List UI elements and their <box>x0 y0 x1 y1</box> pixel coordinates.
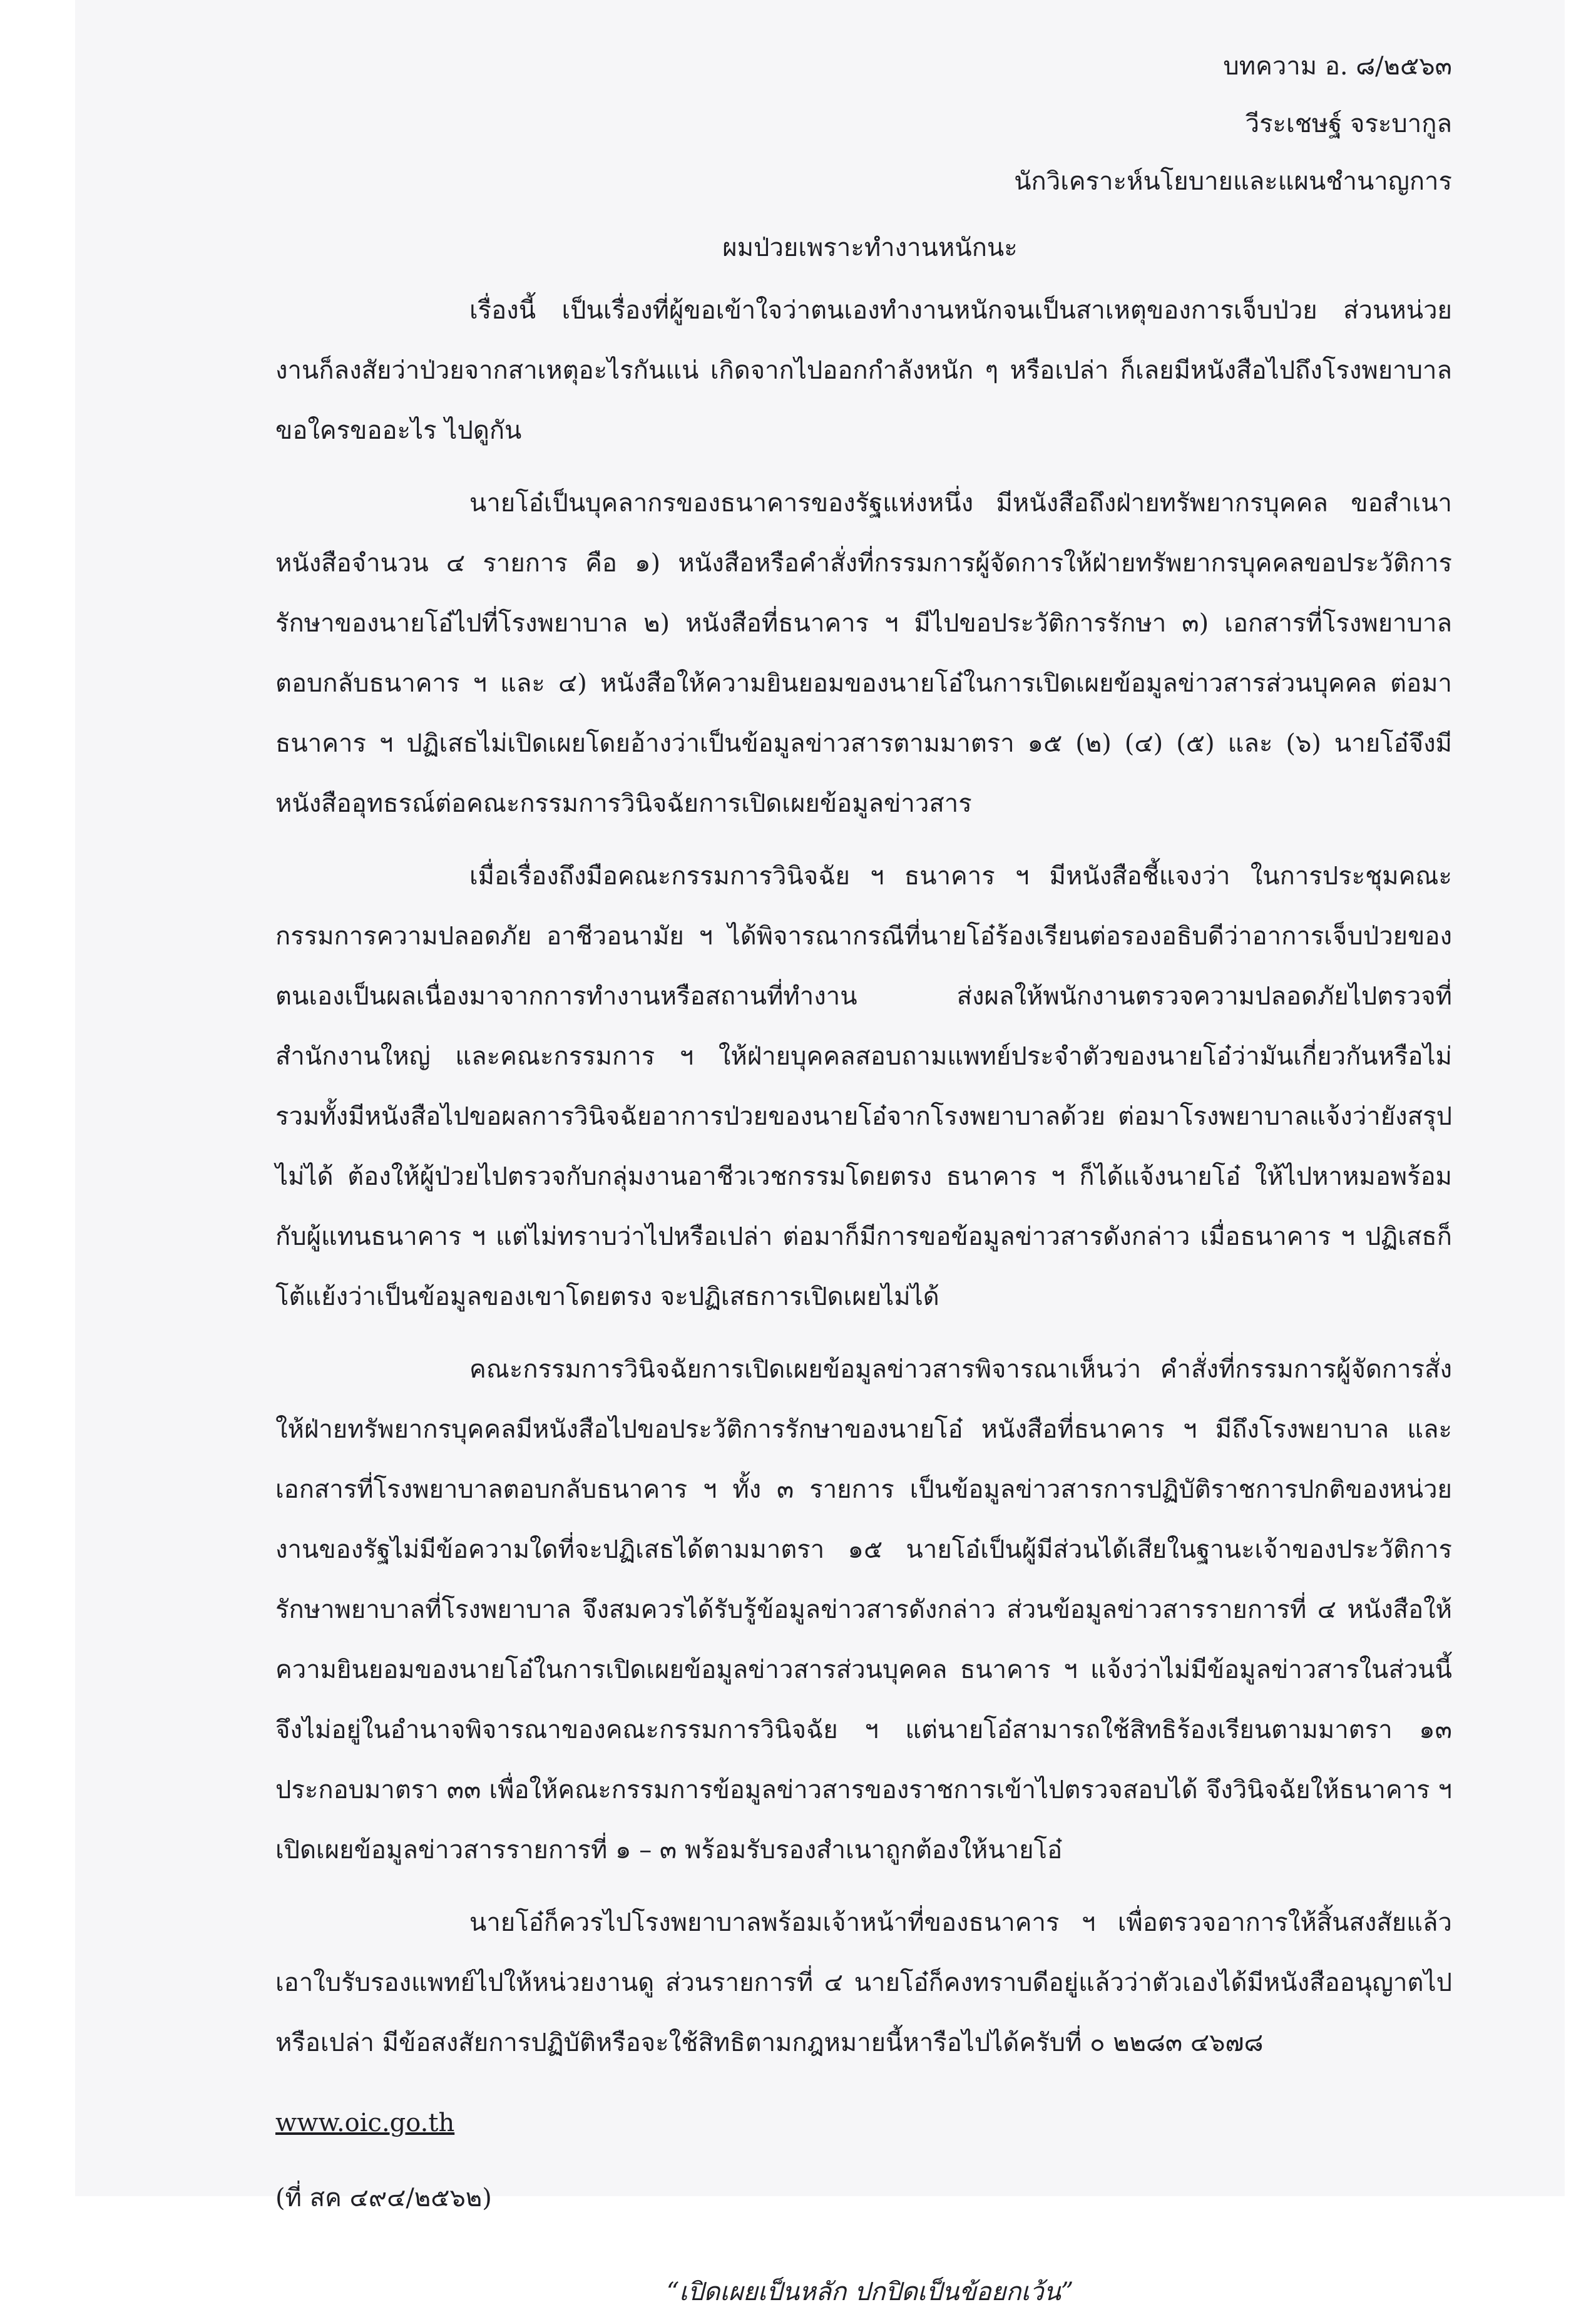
document-body <box>275 38 1465 2317</box>
paragraph-intro: เรื่องนี้ เป็นเรื่องที่ผู้ขอเข้าใจว่าตนเองทำงานหนักจนเป็นสาเหตุของการเจ็บป่วย ส่วนหน่วยงานก็ลงสัยว่าป่วยจากสาเหตุอะไรกันแน่ เกิดจากไปออกกำลังหนัก ๆ หรือเปล่า ก็เลยมีหนังสือไปถึงโรงพยาบาลขอใครขออะไร ไปดูกัน <box>275 296 1452 445</box>
author-name: วีระเชษฐ์ จระบากูล <box>1245 110 1452 138</box>
article-title: ผมป่วยเพราะทำงานหนักนะ <box>722 233 1018 262</box>
website-link[interactable]: www.oic.go.th <box>275 2109 455 2137</box>
paragraph-bank-explanation: เมื่อเรื่องถึงมือคณะกรรมการวินิจฉัย ฯ ธนาคาร ฯ มีหนังสือชี้แจงว่า ในการประชุมคณะกรรมการความปลอดภัย อาชีวอนามัย ฯ ได้พิจารณากรณีที่นายโอ๋ร้องเรียนต่อรองอธิบดีว่าอาการเจ็บป่วยของตนเองเป็นผลเนื่องมาจากการทำงานหรือสถานที่ทำงาน ส่งผลให้พนักงานตรวจความปลอดภัยไปตรวจที่สำนักงานใหญ่ และคณะกรรมการ ฯ ให้ฝ่ายบุคคลสอบถามแพทย์ประจำตัวของนายโอ๋ว่ามันเกี่ยวกันหรือไม่ รวมทั้งมีหนังสือไปขอผลการวินิจฉัยอาการป่วยของนายโอ๋จากโรงพยาบาลด้วย ต่อมาโรงพยาบาลแจ้งว่ายังสรุปไม่ได้ ต้องให้ผู้ป่วยไปตรวจกับกลุ่มงานอาชีวเวชกรรมโดยตรง ธนาคาร ฯ ก็ได้แจ้งนายโอ๋ ให้ไปหาหมอพร้อมกับผู้แทนธนาคาร ฯ แต่ไม่ทราบว่าไปหรือเปล่า ต่อมาก็มีการขอข้อมูลข่าวสารดังกล่าว เมื่อธนาคาร ฯ ปฏิเสธก็โต้แย้งว่าเป็นข้อมูลของเขาโดยตรง จะปฏิเสธการเปิดเผยไม่ได้ <box>275 862 1452 1311</box>
paragraph-decision: คณะกรรมการวินิจฉัยการเปิดเผยข้อมูลข่าวสารพิจารณาเห็นว่า คำสั่งที่กรรมการผู้จัดการสั่งให้ฝ่ายทรัพยากรบุคคลมีหนังสือไปขอประวัติการรักษาของนายโอ๋ หนังสือที่ธนาคาร ฯ มีถึงโรงพยาบาล และเอกสารที่โรงพยาบาลตอบกลับธนาคาร ฯ ทั้ง ๓ รายการ เป็นข้อมูลข่าวสารการปฏิบัติราชการปกติของหน่วยงานของรัฐไม่มีข้อความใดที่จะปฏิเสธได้ตามมาตรา ๑๕ นายโอ๋เป็นผู้มีส่วนได้เสียในฐานะเจ้าของประวัติการรักษาพยาบาลที่โรงพยาบาล จึงสมควรได้รับรู้ข้อมูลข่าวสารดังกล่าว ส่วนข้อมูลข่าวสารรายการที่ ๔ หนังสือให้ความยินยอมของนายโอ๋ในการเปิดเผยข้อมูลข่าวสารส่วนบุคคล ธนาคาร ฯ แจ้งว่าไม่มีข้อมูลข่าวสารในส่วนนี้ จึงไม่อยู่ในอำนาจพิจารณาของคณะกรรมการวินิจฉัย ฯ แต่นายโอ๋สามารถใช้สิทธิร้องเรียนตามมาตรา ๑๓ ประกอบมาตรา ๓๓ เพื่อให้คณะกรรมการข้อมูลข่าวสารของราชการเข้าไปตรวจสอบได้ จึงวินิจฉัยให้ธนาคาร ฯ เปิดเผยข้อมูลข่าวสารรายการที่ ๑ – ๓ พร้อมรับรองสำเนาถูกต้องให้นายโอ๋ <box>275 1355 1452 1864</box>
paragraph-conclusion: นายโอ๋ก็ควรไปโรงพยาบาลพร้อมเจ้าหน้าที่ของธนาคาร ฯ เพื่อตรวจอาการให้สิ้นสงสัยแล้วเอาใบรับรองแพทย์ไปให้หน่วยงานดู ส่วนรายการที่ ๔ นายโอ๋ก็คงทราบดีอยู่แล้วว่าตัวเองได้มีหนังสืออนุญาตไปหรือเปล่า มีข้อสงสัยการปฏิบัติหรือจะใช้สิทธิตามกฎหมายนี้หารือไปได้ครับที่ ๐ ๒๒๘๓ ๔๖๗๘ <box>275 1908 1452 2057</box>
author-position: นักวิเคราะห์นโยบายและแผนชำนาญการ <box>1014 167 1452 196</box>
paragraph-request: นายโอ๋เป็นบุคลากรของธนาคารของรัฐแห่งหนึ่ง มีหนังสือถึงฝ่ายทรัพยากรบุคคล ขอสำเนาหนังสือจำนวน ๔ รายการ คือ ๑) หนังสือหรือคำสั่งที่กรรมการผู้จัดการให้ฝ่ายทรัพยากรบุคคลขอประวัติการรักษาของนายโอ๋ไปที่โรงพยาบาล ๒) หนังสือที่ธนาคาร ฯ มีไปขอประวัติการรักษา ๓) เอกสารที่โรงพยาบาลตอบกลับธนาคาร ฯ และ ๔) หนังสือให้ความยินยอมของนายโอ๋ในการเปิดเผยข้อมูลข่าวสารส่วนบุคคล ต่อมาธนาคาร ฯ ปฏิเสธไม่เปิดเผยโดยอ้างว่าเป็นข้อมูลข่าวสารตามมาตรา ๑๕ (๒) (๔) (๕) และ (๖) นายโอ๋จึงมีหนังสืออุทธรณ์ต่อคณะกรรมการวินิจฉัยการเปิดเผยข้อมูลข่าวสาร <box>275 489 1452 818</box>
motto: “เปิดเผยเป็นหลัก ปกปิดเป็นข้อยกเว้น” <box>666 2278 1074 2306</box>
article-number: บทความ อ. ๘/๒๕๖๓ <box>1223 52 1452 81</box>
reference-number: (ที่ สค ๔๙๔/๒๕๖๒) <box>275 2184 492 2212</box>
